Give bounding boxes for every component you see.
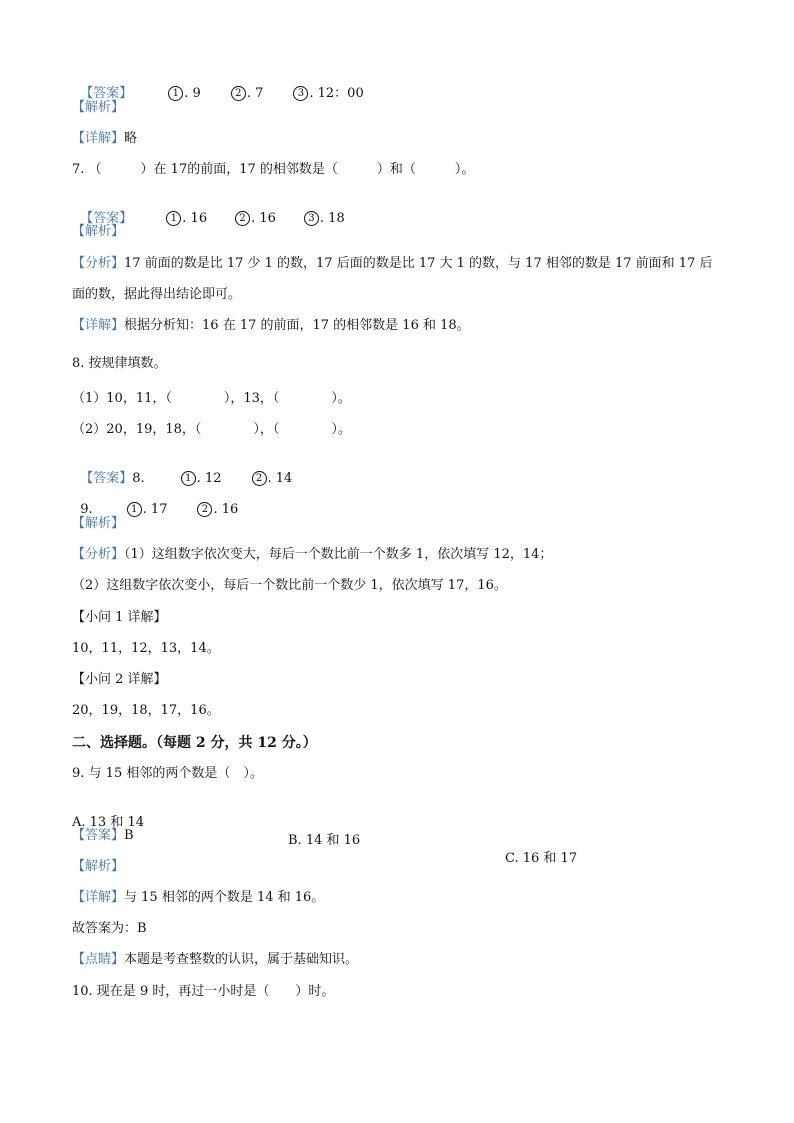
- q9-answer-line: [72, 827, 134, 845]
- q7-fenxi-line1: [72, 255, 712, 273]
- q9-detail-line: [72, 889, 324, 907]
- q10-question: 10. 现在是 9 时，再过一小时是（ ）时。: [72, 984, 335, 999]
- circled-number: 2: [197, 502, 212, 517]
- answer-value: . 16: [213, 502, 239, 517]
- q8-question: 8. 按规律填数。: [72, 356, 167, 371]
- answer-tag: 【答案】: [80, 211, 133, 226]
- q8-fenxi-text1: （1）这组数字依次变大，每后一个数比前一个数多 1，依次填写 12，14；: [124, 547, 553, 562]
- line9-prefix: 9.: [80, 502, 93, 517]
- q6-detail-line: [72, 130, 137, 148]
- circled-number: 2: [252, 471, 267, 486]
- option-b: B. 14 和 16: [288, 833, 361, 848]
- answer-value: . 17: [142, 502, 168, 517]
- q7-fenxi-text1: 17 前面的数是比 17 少 1 的数，17 后面的数是比 17 大 1 的数，与 17 相邻的数是 17 前面和 17 后: [124, 256, 713, 271]
- q9-options: [72, 796, 722, 868]
- answer-value: . 16: [182, 211, 208, 226]
- detail-tag: 【详解】: [72, 890, 125, 905]
- q8-part2: （2）20，19，18，（ ），（ ）。: [72, 422, 351, 437]
- detail-tag: 【详解】: [72, 131, 125, 146]
- fenxi-tag: 【分析】: [72, 547, 125, 562]
- analysis-tag: 【解析】: [72, 859, 125, 874]
- sub2-answer: 20，19，18，17，16。: [72, 703, 220, 718]
- q9-question: 9. 与 15 相邻的两个数是（ ）。: [72, 766, 263, 781]
- q6-answer-line: [72, 67, 364, 103]
- answer-value: . 18: [319, 211, 345, 226]
- answer-value: . 12: [196, 471, 222, 486]
- q9-dianjing-text: 本题是考查整数的认识，属于基础知识。: [124, 952, 359, 967]
- q7-detail-line: [72, 317, 470, 335]
- q7-fenxi-line2: 面的数，据此得出结论即可。: [72, 287, 242, 302]
- answer-tag: 【答案】: [80, 86, 133, 101]
- answer-value: . 12：00: [309, 86, 364, 101]
- circled-number: 2: [231, 86, 246, 101]
- circled-number: 1: [181, 471, 196, 486]
- q6-detail-text: 略: [124, 131, 138, 146]
- circled-number: 1: [127, 502, 142, 517]
- sub1-answer: 10，11，12，13，14。: [72, 641, 220, 656]
- circled-number: 3: [304, 211, 319, 226]
- analysis-tag: 【解析】: [72, 516, 125, 531]
- q7-detail-text: 根据分析知：16 在 17 的前面，17 的相邻数是 16 和 18。: [124, 318, 470, 333]
- circled-number: 2: [235, 211, 250, 226]
- q8-fenxi-line1: [72, 546, 552, 564]
- q8-part1: （1）10，11，（ ），13，（ ）。: [72, 391, 351, 406]
- circled-number: 1: [166, 211, 181, 226]
- q8-answer-line-9: [72, 483, 238, 519]
- answer-value: . 14: [267, 471, 293, 486]
- q7-question: 7. （ ）在 17的前面，17 的相邻数是（ ）和（ ）。: [72, 162, 475, 177]
- q8-answer-prefix: 8.: [132, 471, 145, 486]
- q8-fenxi-line2: （2）这组数字依次变小，每后一个数比前一个数少 1，依次填写 17，16。: [72, 578, 507, 593]
- detail-tag: 【详解】: [72, 318, 125, 333]
- q9-answer-value: B: [124, 828, 134, 843]
- q9-detail-text: 与 15 相邻的两个数是 14 和 16。: [124, 890, 325, 905]
- fenxi-tag: 【分析】: [72, 256, 125, 271]
- q9-dianjing-line: [72, 951, 358, 969]
- answer-value: . 9: [184, 86, 201, 101]
- dianjing-tag: 【点睛】: [72, 952, 125, 967]
- sub1-tag: 【小问 1 详解】: [72, 610, 167, 625]
- answer-value: . 16: [251, 211, 276, 226]
- answer-value: . 7: [246, 86, 264, 101]
- q9-conclusion: 故答案为：B: [72, 921, 147, 936]
- answer-tag: 【答案】: [80, 471, 133, 486]
- circled-number: 3: [293, 86, 308, 101]
- option-a: A. 13 和 14: [72, 815, 145, 830]
- circled-number: 1: [168, 86, 183, 101]
- analysis-tag: 【解析】: [72, 100, 125, 115]
- answer-tag: 【答案】: [72, 828, 125, 843]
- analysis-tag: 【解析】: [72, 224, 125, 239]
- option-c: C. 16 和 17: [505, 851, 578, 866]
- section2-title: 二、选择题。（每题 2 分，共 12 分。）: [72, 735, 317, 751]
- sub2-tag: 【小问 2 详解】: [72, 672, 167, 687]
